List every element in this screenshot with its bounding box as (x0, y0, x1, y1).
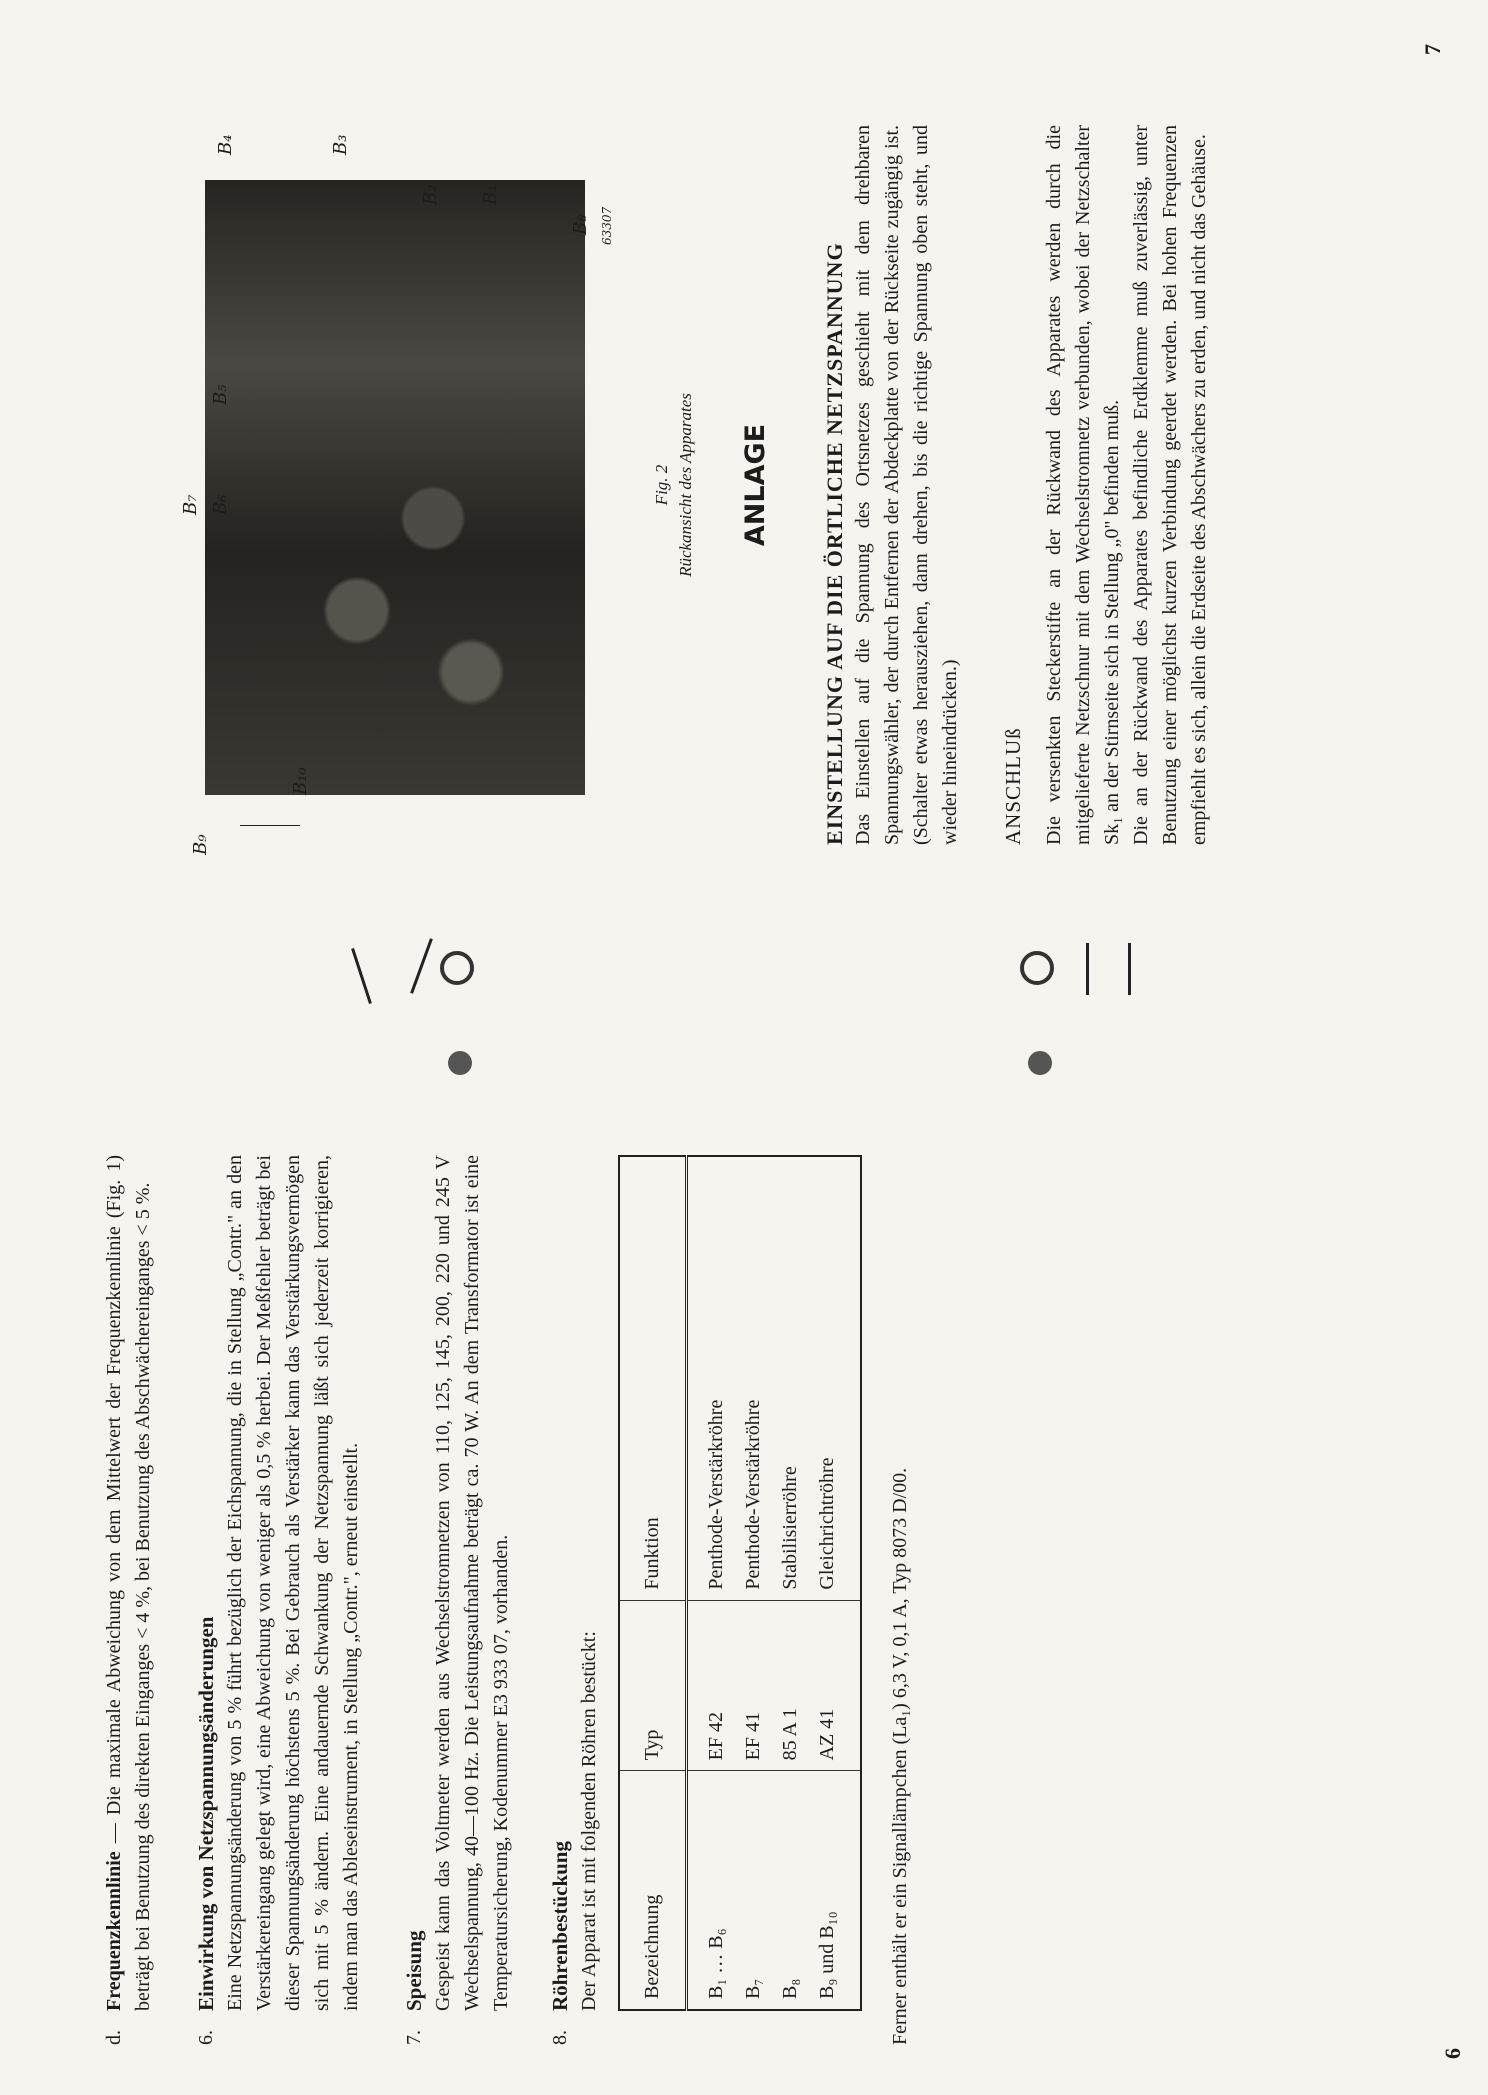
figure-caption (650, 275, 698, 695)
section-8-intro: Der Apparat ist mit folgenden Röhren bestückt: (578, 1631, 600, 2011)
label-b7: B₇ (180, 494, 201, 515)
section-7-text: Gespeist kann das Voltmeter werden aus Wechselstromnetzen von 110, 125, 145, 200, 220 und 245 V Wechselspannung, 40—100 Hz. Die Leistungsaufnahme beträgt ca. 70 W. An dem Transformator ist eine Temperatursicherung, Kodenummer E3 933 07, vorhanden. (432, 1155, 512, 2011)
col-header-funktion: Funktion (619, 1156, 687, 1600)
section-8-heading: Röhrenbestückung (548, 1841, 572, 2011)
page-title: ANLAGE (740, 423, 771, 547)
einstellung-text: Das Einstellen auf die Spannung des Ortsnetzes geschieht mit dem drehbaren Spannungswähler, der durch Entfernen der Abdeckplatte von der Rückseite zugängig ist. (Schalter etwas herausziehen, dann drehen, bis die richtige Spannung oben steht, und wieder hineindrücken.) (852, 125, 961, 845)
punch-hole-icon (1020, 951, 1054, 985)
item-d-heading: Frequenzkennlinie (103, 1851, 125, 2011)
section-7-heading: Speisung (402, 1930, 426, 2011)
figure-caption-text: Rückansicht des Apparates (676, 393, 695, 577)
label-b2: B₂ (420, 184, 441, 205)
cell-bezeichnung: B₈ (779, 1978, 801, 1999)
punch-hole-icon (440, 951, 474, 985)
label-b3: B₃ (330, 134, 351, 155)
figure-caption-title: Fig. 2 (652, 464, 671, 506)
cell-bezeichnung: B₇ (742, 1978, 764, 1999)
right-page-body (820, 125, 1214, 845)
fold-mark (351, 948, 372, 1004)
section-6-number: 6. (195, 2030, 217, 2045)
section-6 (192, 1155, 366, 2045)
col-header-typ: Typ (619, 1600, 687, 1771)
col-header-bezeichnung: Bezeichnung (619, 1771, 687, 2010)
fold-mark (1086, 943, 1089, 995)
registration-mark-icon (1028, 1051, 1052, 1075)
item-d-text: — Die maximale Abweichung von dem Mittelwert der Frequenzkennlinie (Fig. 1) beträgt bei Benutzung des direkten Einganges < 4 %, bei Benutzung des Abschwächereinganges < 5 %. (103, 1155, 154, 2011)
cell-funktion: Penthode-Verstärkröhre (735, 1156, 772, 1600)
section-6-text: Eine Netzspannungsänderung von 5 % führt bezüglich der Eichspannung, die in Stellung „Contr." an den Verstärkereingang gelegt wird, eine Abweichung von weniger als 0,5 % herbei. Der Meßfehler beträgt bei dieser Spannungsänderung höchstens 5 %. Bei Gebrauch als Verstärker kann das Verstärkungsvermögen sich mit 5 % ändern. Eine andauernde Schwankung der Netzspannung läßt sich jederzeit korrigieren, indem man das Ableseinstrument, in Stellung „Contr.", erneut einstellt. (224, 1155, 362, 2011)
table-row (687, 1156, 736, 2010)
fold-mark (1128, 943, 1131, 995)
cell-funktion: Penthode-Verstärkröhre (687, 1156, 736, 1600)
table-row (809, 1156, 861, 2010)
cell-funktion: Gleichrichtröhre (809, 1156, 861, 1600)
fold-mark (410, 938, 433, 994)
cell-bezeichnung: B₁ … B₆ (705, 1928, 727, 1999)
anschluss-text-1: Die versenkten Steckerstifte an der Rückwand des Apparates werden durch die mitgelieferte Netzschnur mit dem Wechselstromnetz verbunden, wobei der Netzschalter Sk₁ an der Stirnseite sich in Stellung „0" befinden muß. (1043, 125, 1123, 845)
section-7 (400, 1155, 516, 2045)
section-8-number: 8. (549, 2030, 571, 2045)
cell-typ: EF 42 (687, 1600, 736, 1771)
table-row (772, 1156, 809, 2010)
cell-typ: EF 41 (735, 1600, 772, 1771)
page-number-left: 6 (1440, 2048, 1465, 2059)
label-b5: B₅ (210, 384, 231, 405)
section-8-footer: Ferner enthält er ein Signallämpchen (La₁) 6,3 V, 0,1 A, Typ 8073 D/00. (889, 1467, 911, 2045)
label-b4: B₄ (215, 134, 236, 155)
tube-table (618, 1155, 862, 2011)
item-d-marker: d. (103, 2030, 125, 2045)
device-rear-photo (205, 180, 585, 795)
label-b1: B₁ (480, 184, 501, 205)
section-7-number: 7. (403, 2030, 425, 2045)
einstellung-heading: EINSTELLUNG AUF DIE ÖRTLICHE NETZSPANNUNG (822, 242, 847, 845)
page-number-right: 7 (1420, 44, 1445, 55)
left-page (100, 1155, 915, 2045)
label-b6: B₆ (210, 494, 231, 515)
figure-code: 63307 (600, 206, 614, 245)
section-8 (546, 1155, 915, 2045)
cell-typ: AZ 41 (809, 1600, 861, 1771)
label-b8: B₈ (570, 214, 591, 235)
label-b10: B₁₀ (290, 767, 311, 795)
tube-table-header (619, 1156, 687, 2010)
item-d (100, 1155, 158, 2045)
section-6-heading: Einwirkung von Netzspannungsänderungen (194, 1616, 218, 2011)
cell-bezeichnung: B₉ und B₁₀ (816, 1911, 838, 1999)
cell-typ: 85 A 1 (772, 1600, 809, 1771)
registration-mark-icon (448, 1051, 472, 1075)
anschluss-heading: ANSCHLUß (1001, 727, 1025, 845)
table-row (735, 1156, 772, 2010)
anschluss-text-2: Die an der Rückwand des Apparates befindliche Erdklemme muß zuverlässig, unter Benutzung einer möglichst kurzen Verbindung geerdet werden. Bei hohen Frequenzen empfiehlt es sich, allein die Erdseite des Abschwächers zu erden, und nicht das Gehäuse. (1130, 125, 1210, 845)
label-b9: B₉ (190, 834, 211, 855)
cell-funktion: Stabilisierröhre (772, 1156, 809, 1600)
